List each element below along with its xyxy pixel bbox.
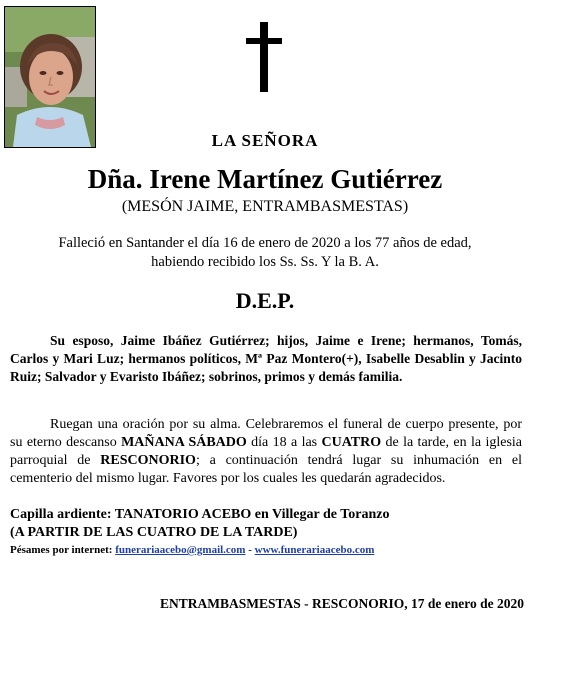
chapel-line-1: Capilla ardiente: TANATORIO ACEBO en Villegar de Toranzo [10, 507, 390, 522]
place-date-footer: ENTRAMBASMESTAS - RESCONORIO, 17 de enero de 2020 [159, 596, 524, 611]
chapel-info [10, 506, 530, 542]
funeral-day: MAÑANA SÁBADO [121, 435, 247, 450]
funeral-text-1: Ruegan una oración por su alma. Celebraremos el funeral de cuerpo presente, por su eterno descanso [10, 417, 522, 450]
portrait-photo [4, 6, 96, 148]
deceased-name: Dña. Irene Martínez Gutiérrez [87, 164, 443, 194]
salutation: LA SEÑORA [211, 131, 319, 150]
death-notice [20, 234, 510, 272]
funeral-paragraph [10, 416, 522, 488]
death-notice-line-1: Falleció en Santander el día 16 de enero de 2020 a los 77 años de edad, [58, 235, 472, 251]
funeral-hour: CUATRO [321, 435, 382, 450]
funeral-place: RESCONORIO [100, 453, 196, 468]
funeral-text-3: de la tarde, en la iglesia parroquial de [10, 435, 522, 468]
latin-cross-icon [240, 22, 290, 92]
condolences-separator: - [245, 544, 255, 556]
funeral-text-2: día 18 a las [246, 435, 322, 450]
condolences-website-link[interactable]: www.funerariaacebo.com [254, 544, 375, 556]
deceased-alias: (MESÓN JAIME, ENTRAMBASMESTAS) [121, 198, 409, 215]
dep-heading: D.E.P. [235, 288, 295, 313]
portrait-image [5, 7, 95, 147]
condolences-label: Pésames por internet: [10, 544, 113, 556]
death-notice-line-2: habiendo recibido los Ss. Ss. Y la B. A. [151, 254, 379, 270]
funeral-text-4: ; a continuación tendrá lugar su inhumación en el cementerio del mismo lugar. Favores por los cuales les quedarán agradecidos. [10, 453, 522, 486]
condolences-line [10, 543, 530, 557]
chapel-line-2: (A PARTIR DE LAS CUATRO DE LA TARDE) [10, 525, 298, 540]
condolences-email-link[interactable]: funerariaacebo@gmail.com [115, 544, 246, 556]
family-list: Su esposo, Jaime Ibáñez Gutiérrez; hijos, Jaime e Irene; hermanos, Tomás, Carlos y Mari Luz; hermanos políticos, Mª Paz Montero(+), Isabelle Desablin y Jacinto Ruiz; Salvador y Evaristo Ibáñez; sobrinos, primos y demás familia. [10, 333, 522, 384]
